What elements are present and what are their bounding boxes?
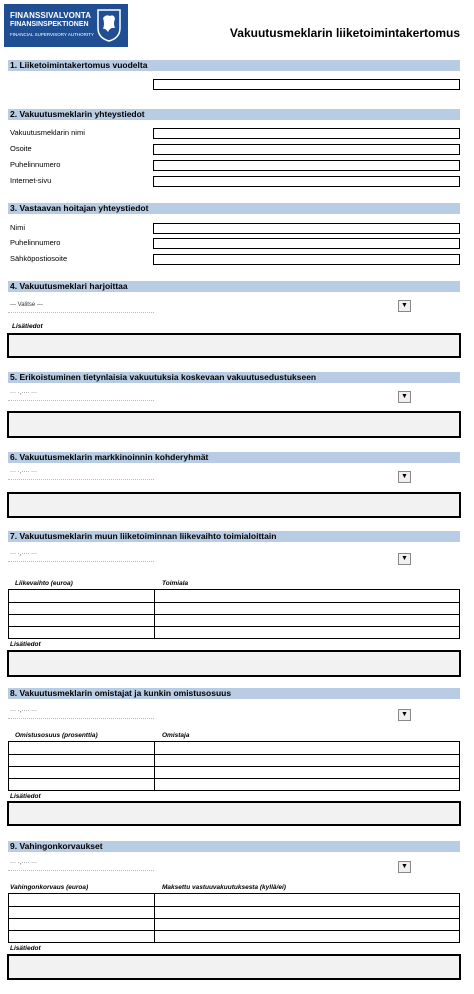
section-6-header: 6. Vakuutusmeklarin markkinoinnin kohderyhmät (8, 452, 460, 463)
logo-text-fi: FINANSSIVALVONTA (10, 11, 92, 20)
manager-phone-field[interactable] (153, 238, 460, 249)
damages-col-header: Vahingonkorvaus (euroa) (10, 884, 89, 891)
website-field[interactable] (153, 176, 460, 187)
report-year-field[interactable] (153, 79, 460, 90)
section-2-header: 2. Vakuutusmeklarin yhteystiedot (8, 109, 460, 120)
chevron-down-icon[interactable]: ▼ (398, 300, 411, 312)
section-3-header: 3. Vastaavan hoitajan yhteystiedot (8, 203, 460, 214)
chevron-down-icon[interactable]: ▼ (398, 471, 411, 483)
table-row[interactable] (9, 626, 459, 627)
chevron-down-icon[interactable]: ▼ (398, 861, 411, 873)
section-4-extra-textarea[interactable] (7, 333, 461, 358)
revenue-col-header: Liikevaihto (euroa) (15, 580, 73, 587)
damages-select-underline (8, 870, 154, 871)
chevron-down-icon[interactable]: ▼ (398, 709, 411, 721)
section-8-extra-textarea[interactable] (7, 801, 461, 826)
section-4-extra-label: Lisätiedot (12, 323, 43, 330)
owner-col-header: Omistaja (162, 732, 190, 739)
owners-select-underline (8, 718, 154, 719)
insurance-paid-col-header: Maksettu vastuuvakuutuksesta (kyllä/ei) (162, 884, 286, 891)
section-8-extra-label: Lisätiedot (10, 793, 41, 800)
manager-email-label: Sähköpostiosoite (10, 254, 68, 263)
activity-select-value[interactable]: --- Valitse --- (10, 302, 43, 308)
phone-field[interactable] (153, 160, 460, 171)
section-9-header: 9. Vahingonkorvaukset (8, 841, 460, 852)
broker-name-label: Vakuutusmeklarin nimi (10, 128, 85, 137)
specialization-select-value[interactable]: ··· ·,···· ··· (10, 390, 37, 396)
revenue-select-underline (8, 561, 154, 562)
table-row[interactable] (9, 614, 459, 615)
table-row[interactable] (9, 778, 459, 779)
activity-select-underline (8, 312, 154, 313)
section-1-header: 1. Liiketoimintakertomus vuodelta (8, 60, 460, 71)
chevron-down-icon[interactable]: ▼ (398, 391, 411, 403)
damages-table (8, 893, 460, 943)
chevron-down-icon[interactable]: ▼ (398, 553, 411, 565)
industry-col-header: Toimiala (162, 580, 189, 587)
broker-name-field[interactable] (153, 128, 460, 139)
manager-phone-label: Puhelinnumero (10, 238, 61, 247)
section-9-extra-label: Lisätiedot (10, 945, 41, 952)
section-5-textarea[interactable] (7, 411, 461, 438)
website-label: Internet-sivu (10, 176, 52, 185)
address-field[interactable] (153, 144, 460, 155)
phone-label: Puhelinnumero (10, 160, 61, 169)
manager-name-field[interactable] (153, 223, 460, 234)
table-row[interactable] (9, 602, 459, 603)
revenue-table (8, 589, 460, 639)
ownership-col-header: Omistusosuus (prosenttia) (15, 732, 98, 739)
lion-crest-icon (96, 8, 122, 42)
section-5-header: 5. Erikoistuminen tietynlaisia vakuutuksia koskevaan vakuutusedustukseen (8, 372, 460, 383)
logo-text-sv: FINANSINSPEKTIONEN (10, 21, 89, 28)
document-title: Vakuutusmeklarin liiketoimintakertomus (229, 26, 460, 40)
logo-text-en: FINANCIAL SUPERVISORY AUTHORITY (10, 32, 94, 37)
section-7-extra-label: Lisätiedot (10, 641, 41, 648)
section-4-header: 4. Vakuutusmeklari harjoittaa (8, 281, 460, 292)
section-8-header: 8. Vakuutusmeklarin omistajat ja kunkin omistusosuus (8, 688, 460, 699)
table-row[interactable] (9, 906, 459, 907)
revenue-select-value[interactable]: ··· ·,···· ··· (10, 551, 37, 557)
specialization-select-underline (8, 400, 154, 401)
manager-name-label: Nimi (10, 223, 25, 232)
fiva-logo (4, 4, 128, 47)
damages-select-value[interactable]: ··· ·,···· ··· (10, 860, 37, 866)
owners-select-value[interactable]: ··· ·,···· ··· (10, 708, 37, 714)
table-row[interactable] (9, 766, 459, 767)
table-row[interactable] (9, 918, 459, 919)
table-row[interactable] (9, 930, 459, 931)
address-label: Osoite (10, 144, 32, 153)
section-7-extra-textarea[interactable] (7, 650, 461, 677)
owners-table (8, 741, 460, 791)
section-6-textarea[interactable] (7, 492, 461, 518)
target-groups-select-underline (8, 479, 154, 480)
section-9-extra-textarea[interactable] (7, 954, 461, 980)
target-groups-select-value[interactable]: ··· ·,···· ··· (10, 469, 37, 475)
manager-email-field[interactable] (153, 254, 460, 265)
table-row[interactable] (9, 754, 459, 755)
section-7-header: 7. Vakuutusmeklarin muun liiketoiminnan liikevaihto toimialoittain (8, 531, 460, 542)
